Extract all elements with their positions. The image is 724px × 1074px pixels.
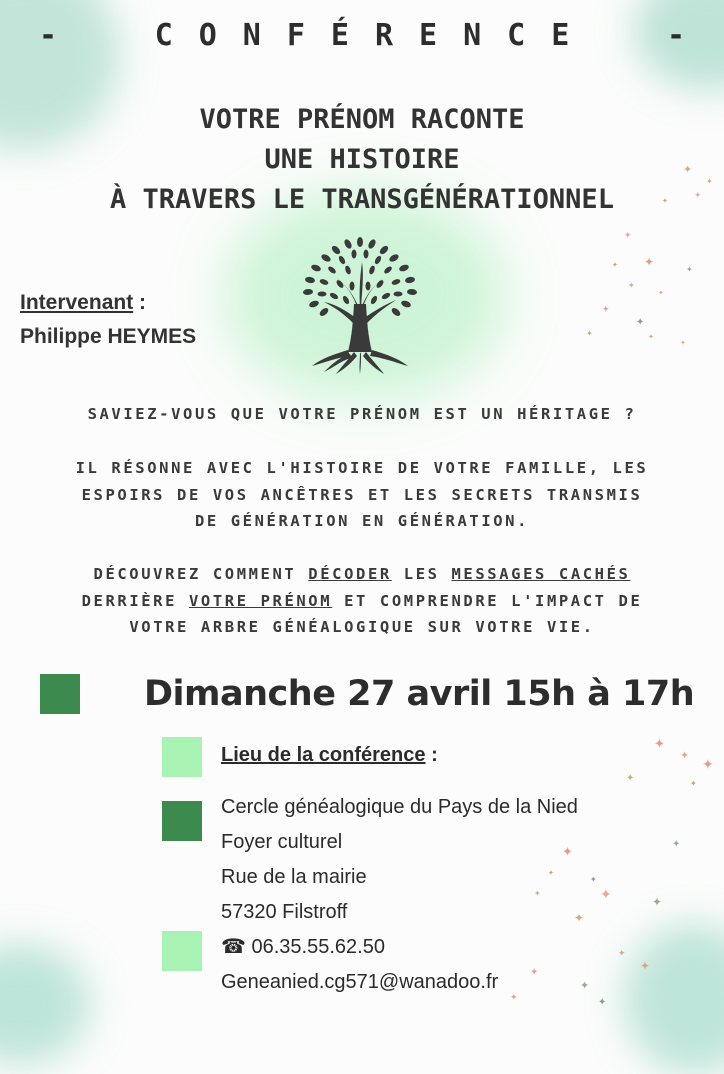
sparkle-icon: ✦ bbox=[534, 889, 541, 898]
sparkle-icon: ✦ bbox=[702, 757, 714, 773]
address-line-2: Foyer culturel bbox=[221, 831, 343, 853]
sparkle-icon: ✦ bbox=[598, 997, 607, 1008]
question-text: SAVIEZ-VOUS QUE VOTRE PRÉNOM EST UN HÉRITAGE ? bbox=[87, 405, 637, 423]
headline-line-3: À TRAVERS LE TRANSGÉNÉRATIONNEL bbox=[110, 184, 614, 215]
sparkle-icon: ✦ bbox=[612, 261, 618, 269]
sparkle-icon: ✦ bbox=[600, 887, 612, 903]
intro-paragraph-1 bbox=[0, 455, 724, 535]
speaker-label-colon: : bbox=[133, 291, 147, 314]
headline-line-2: UNE HISTOIRE bbox=[264, 144, 460, 175]
sparkle-icon: ✦ bbox=[624, 231, 632, 241]
sparkle-icon: ✦ bbox=[548, 869, 554, 877]
sparkle-icon: ✦ bbox=[580, 979, 590, 992]
para2-line-2 bbox=[0, 588, 724, 615]
page-title bbox=[0, 18, 724, 53]
watercolor-bottom-right bbox=[624, 924, 724, 1074]
address-bullet-dark bbox=[162, 801, 202, 841]
venue-address bbox=[221, 790, 578, 1000]
title-dash-left: - bbox=[38, 18, 58, 53]
sparkle-icon: ✦ bbox=[586, 329, 593, 338]
para2-text-c: DERRIÈRE bbox=[81, 591, 189, 610]
sparkle-icon: ✦ bbox=[636, 317, 645, 328]
speaker-label: Intervenant bbox=[20, 291, 134, 314]
sparkle-icon: ✦ bbox=[530, 967, 539, 978]
sparkle-icon: ✦ bbox=[562, 845, 573, 860]
speaker-block bbox=[20, 286, 196, 354]
sparkle-icon: ✦ bbox=[510, 993, 518, 1003]
sparkle-icon: ✦ bbox=[618, 949, 626, 959]
para2-text-b: LES bbox=[391, 565, 452, 583]
sparkle-icon: ✦ bbox=[628, 281, 635, 290]
sparkle-icon: ✦ bbox=[672, 839, 681, 850]
sparkle-icon: ✦ bbox=[654, 737, 665, 752]
intro-paragraph-2 bbox=[0, 561, 724, 641]
para1-line-2: ESPOIRS DE VOS ANCÊTRES ET LES SECRETS TRANSMIS bbox=[81, 485, 643, 504]
address-line-4: 57320 Filstroff bbox=[221, 901, 348, 923]
para2-line-3: VOTRE ARBRE GÉNÉALOGIQUE SUR VOTRE VIE. bbox=[129, 618, 595, 636]
sparkle-icon: ✦ bbox=[662, 197, 668, 205]
sparkle-icon: ✦ bbox=[640, 959, 651, 973]
para2-underline-decoder: DÉCODER bbox=[308, 565, 392, 583]
tree-icon bbox=[290, 226, 430, 376]
intro-question bbox=[0, 401, 724, 428]
email-address[interactable]: Geneanied.cg571@wanadoo.fr bbox=[221, 971, 499, 993]
title-dash-right: - bbox=[666, 18, 686, 53]
sparkle-icon: ✦ bbox=[652, 895, 663, 909]
phone-icon: ☎ bbox=[221, 936, 246, 958]
address-line-1: Cercle généalogique du Pays de la Nied bbox=[221, 796, 578, 818]
para1-line-1: IL RÉSONNE AVEC L'HISTOIRE DE VOTRE FAMILLE, LES bbox=[75, 459, 649, 477]
headline bbox=[0, 100, 724, 220]
sparkle-icon: ✦ bbox=[574, 911, 585, 925]
address-line-3: Rue de la mairie bbox=[221, 866, 367, 888]
para2-text-d: ET COMPRENDRE L'IMPACT DE bbox=[332, 591, 643, 610]
venue-label-colon: : bbox=[425, 744, 438, 766]
title-word: CONFÉRENCE bbox=[154, 18, 596, 53]
sparkle-icon: ✦ bbox=[690, 779, 697, 788]
phone-line bbox=[221, 930, 578, 965]
date-bullet-square bbox=[40, 674, 80, 714]
speaker-name: Philippe HEYMES bbox=[20, 325, 197, 348]
sparkle-icon: ✦ bbox=[602, 305, 610, 315]
sparkle-icon: ✦ bbox=[644, 255, 655, 269]
para2-line-1 bbox=[0, 561, 724, 588]
venue-label bbox=[221, 744, 438, 767]
watercolor-bottom-left bbox=[0, 944, 90, 1064]
sparkle-icon: ✦ bbox=[694, 191, 702, 201]
sparkle-icon: ✦ bbox=[683, 163, 693, 176]
venue-bullet-light bbox=[162, 737, 202, 777]
sparkle-icon: ✦ bbox=[680, 749, 690, 762]
para2-underline-messages: MESSAGES CACHÉS bbox=[451, 565, 631, 583]
event-date: Dimanche 27 avril 15h à 17h bbox=[144, 674, 695, 714]
sparkle-icon: ✦ bbox=[706, 177, 713, 186]
para2-underline-prenom: VOTRE PRÉNOM bbox=[188, 591, 333, 610]
sparkle-icon: ✦ bbox=[590, 875, 597, 884]
venue-label-text: Lieu de la conférence bbox=[221, 744, 426, 766]
sparkle-icon: ✦ bbox=[680, 339, 686, 347]
date-row bbox=[40, 674, 694, 714]
sparkle-icon: ✦ bbox=[658, 289, 664, 297]
sparkle-icon: ✦ bbox=[648, 333, 654, 341]
sparkle-icon: ✦ bbox=[686, 265, 693, 274]
phone-number[interactable]: 06.35.55.62.50 bbox=[251, 936, 385, 958]
para1-line-3: DE GÉNÉRATION EN GÉNÉRATION. bbox=[194, 512, 530, 530]
para2-text-a: DÉCOUVREZ COMMENT bbox=[93, 565, 309, 583]
sparkle-icon: ✦ bbox=[626, 773, 635, 784]
headline-line-1: VOTRE PRÉNOM RACONTE bbox=[199, 104, 525, 135]
contact-bullet-light bbox=[162, 931, 202, 971]
